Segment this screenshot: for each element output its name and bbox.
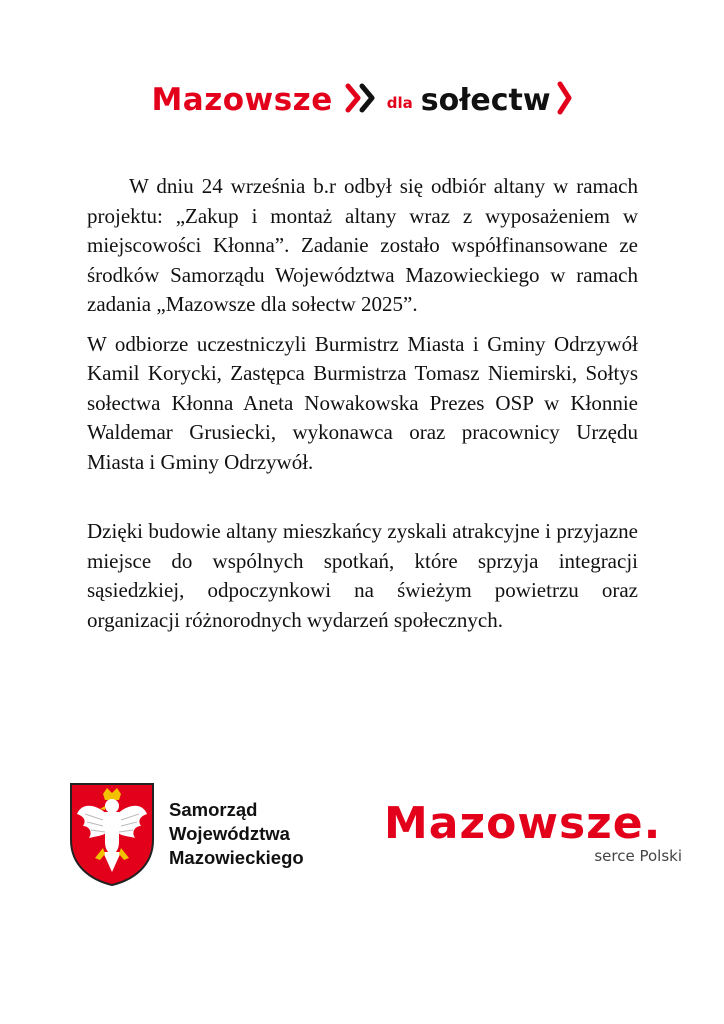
samorzad-line-3: Mazowieckiego [169, 847, 304, 868]
logo-target-text: sołectw [420, 82, 551, 118]
logo-connector-text: dla [386, 94, 413, 112]
paragraph-participants: W odbiorze uczestniczyli Burmistrz Miasta i Gminy Odrzywół Kamil Korycki, Zastępca Burmistrza Tomasz Niemirski, Sołtys sołectwa Kłonna Aneta Nowakowska Prezes OSP w Kłonnie Waldemar Grusiecki, wykonawca oraz pracownicy Urzędu Miasta i Gminy Odrzywół. [87, 331, 638, 474]
coat-of-arms-eagle-icon [67, 780, 157, 888]
mazowsze-dla-solectw-logo [0, 78, 724, 122]
chevron-right-icon [557, 81, 573, 120]
footer-tagline: serce Polski [594, 847, 682, 865]
samorzad-logo [67, 780, 304, 888]
footer-brand-text: Mazowsze. [384, 798, 662, 849]
paragraph-announcement: W dniu 24 września b.r odbył się odbiór altany w ramach projektu: „Zakup i montaż altany wraz z wyposażeniem w miejscowości Kłonna”. Zadanie zostało współfinansowane ze środków Samorządu Województwa Mazowieckiego w ramach zadania „Mazowsze dla sołectw 2025”. [87, 174, 638, 316]
samorzad-name [169, 798, 304, 870]
samorzad-line-2: Województwa [169, 823, 290, 844]
samorzad-line-1: Samorząd [169, 799, 258, 820]
paragraph-benefits: Dzięki budowie altany mieszkańcy zyskali atrakcyjne i przyjazne miejsce do wspólnych spotkań, które sprzyja integracji sąsiedzkiej, odpoczynkowi na świeżym powietrzu oraz organizacji różnorodnych wydarzeń społecznych. [87, 519, 638, 632]
double-chevron-icon [345, 83, 379, 118]
mazowsze-serce-polski-logo [384, 800, 694, 870]
logo-brand-text: Mazowsze [151, 82, 333, 118]
document-body [87, 172, 638, 635]
